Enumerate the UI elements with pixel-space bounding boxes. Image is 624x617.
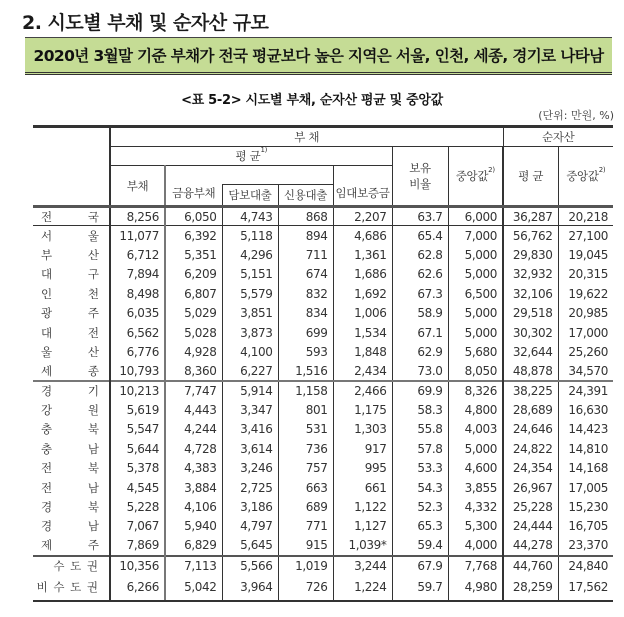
table-cell: 4,800	[448, 400, 503, 419]
region-label	[33, 497, 110, 516]
table-cell: 7,869	[110, 536, 165, 555]
table-cell: 20,218	[558, 207, 613, 226]
table-cell: 5,378	[110, 459, 165, 478]
table-cell: 4,244	[165, 420, 222, 439]
table-cell: 29,518	[503, 303, 558, 322]
table-cell: 6,000	[448, 207, 503, 226]
table-cell: 4,600	[448, 459, 503, 478]
region-label-part: 종	[87, 363, 99, 378]
table-cell: 32,932	[503, 265, 558, 284]
region-label	[33, 362, 110, 381]
table-cell: 917	[333, 439, 392, 458]
region-label-part: 북	[87, 461, 99, 476]
region-label-part: 북	[87, 500, 99, 515]
table-cell: 5,645	[222, 536, 278, 555]
table-cell: 4,383	[165, 459, 222, 478]
table-cell: 8,326	[448, 381, 503, 400]
table-cell: 16,705	[558, 517, 613, 536]
summary-label: 수 도 권	[33, 556, 110, 575]
table-cell: 38,225	[503, 381, 558, 400]
table-cell: 3,244	[333, 556, 392, 575]
summary-banner	[25, 37, 612, 75]
table-cell: 1,175	[333, 400, 392, 419]
table-cell: 15,230	[558, 497, 613, 516]
table-cell: 726	[278, 575, 333, 601]
table-cell: 663	[278, 478, 333, 497]
table-cell: 67.3	[392, 284, 448, 303]
table-cell: 44,760	[503, 556, 558, 575]
table-cell: 67.9	[392, 556, 448, 575]
table-cell: 757	[278, 459, 333, 478]
region-label-part: 경	[41, 500, 53, 515]
table-cell: 4,000	[448, 536, 503, 555]
region-label-part: 충	[41, 441, 53, 456]
section-title: 2. 시도별 부채 및 순자산 규모	[22, 12, 269, 34]
table-cell: 771	[278, 517, 333, 536]
table-cell: 24,646	[503, 420, 558, 439]
table-cell: 3,246	[222, 459, 278, 478]
table-cell: 2,434	[333, 362, 392, 381]
table-cell: 58.3	[392, 400, 448, 419]
header-financial-debt: 금융부채	[165, 185, 222, 207]
table-cell: 24,822	[503, 439, 558, 458]
table-cell: 6,266	[110, 575, 165, 601]
table-cell: 5,042	[165, 575, 222, 601]
table-cell: 7,067	[110, 517, 165, 536]
table-cell: 4,545	[110, 478, 165, 497]
table-cell: 2,466	[333, 381, 392, 400]
table-cell: 894	[278, 226, 333, 245]
region-label	[33, 459, 110, 478]
table-cell: 30,302	[503, 323, 558, 342]
region-label	[33, 284, 110, 303]
table-cell: 20,985	[558, 303, 613, 322]
table-cell: 3,964	[222, 575, 278, 601]
table-row	[33, 459, 613, 478]
region-label-part: 국	[87, 209, 99, 224]
table-cell: 593	[278, 342, 333, 361]
table-cell: 5,680	[448, 342, 503, 361]
summary-row	[33, 556, 613, 575]
table-cell: 5,000	[448, 323, 503, 342]
table-row	[33, 265, 613, 284]
region-label	[33, 478, 110, 497]
table-cell: 59.4	[392, 536, 448, 555]
table-cell: 4,332	[448, 497, 503, 516]
table-cell: 29,830	[503, 245, 558, 264]
region-label	[33, 517, 110, 536]
table-cell: 7,747	[165, 381, 222, 400]
table-cell: 10,793	[110, 362, 165, 381]
table-cell: 1,361	[333, 245, 392, 264]
region-label	[33, 439, 110, 458]
table-cell: 26,967	[503, 478, 558, 497]
table-cell: 8,050	[448, 362, 503, 381]
region-label-part: 충	[41, 422, 53, 437]
table-cell: 63.7	[392, 207, 448, 226]
region-label-part: 제	[41, 538, 53, 553]
table-cell: 67.1	[392, 323, 448, 342]
table-row	[33, 439, 613, 458]
table-cell: 69.9	[392, 381, 448, 400]
table-row	[33, 400, 613, 419]
debt-net-assets-table	[33, 125, 613, 602]
table-cell: 3,851	[222, 303, 278, 322]
table-cell: 1,848	[333, 342, 392, 361]
region-label	[33, 400, 110, 419]
table-cell: 5,940	[165, 517, 222, 536]
table-cell: 6,035	[110, 303, 165, 322]
table-cell: 3,884	[165, 478, 222, 497]
table-cell: 4,928	[165, 342, 222, 361]
table-cell: 6,776	[110, 342, 165, 361]
table-cell: 73.0	[392, 362, 448, 381]
table-cell: 52.3	[392, 497, 448, 516]
table-cell: 16,630	[558, 400, 613, 419]
region-label	[33, 265, 110, 284]
table-cell: 6,050	[165, 207, 222, 226]
summary-label: 비 수 도 권	[33, 575, 110, 601]
table-cell: 19,045	[558, 245, 613, 264]
table-cell: 24,444	[503, 517, 558, 536]
table-cell: 1,158	[278, 381, 333, 400]
table-cell: 65.3	[392, 517, 448, 536]
table-cell: 1,127	[333, 517, 392, 536]
table-cell: 62.8	[392, 245, 448, 264]
table-cell: 5,000	[448, 245, 503, 264]
table-cell: 24,391	[558, 381, 613, 400]
region-label-part: 대	[41, 325, 53, 340]
table-row	[33, 536, 613, 555]
table-cell: 3,416	[222, 420, 278, 439]
table-cell: 4,728	[165, 439, 222, 458]
table-cell: 17,000	[558, 323, 613, 342]
table-cell: 6,829	[165, 536, 222, 555]
table-cell: 17,005	[558, 478, 613, 497]
table-cell: 4,296	[222, 245, 278, 264]
header-debt-average-group: 평 균$^{1)}$	[110, 147, 392, 166]
table-cell: 5,118	[222, 226, 278, 245]
table-cell: 20,315	[558, 265, 613, 284]
table-cell: 1,692	[333, 284, 392, 303]
region-label-part: 울	[87, 228, 99, 243]
header-credit-loan: 신용대출	[278, 185, 333, 207]
table-cell: 28,689	[503, 400, 558, 419]
table-row	[33, 381, 613, 400]
table-cell: 531	[278, 420, 333, 439]
header-net-assets-average: 평 균	[503, 147, 558, 207]
table-cell: 661	[333, 478, 392, 497]
table-row	[33, 284, 613, 303]
table-cell: 6,712	[110, 245, 165, 264]
table-cell: 48,878	[503, 362, 558, 381]
table-cell: 8,360	[165, 362, 222, 381]
region-label-part: 경	[41, 384, 53, 399]
table-cell: 4,686	[333, 226, 392, 245]
region-label-part: 강	[41, 403, 53, 418]
table-row	[33, 323, 613, 342]
region-label	[33, 226, 110, 245]
table-cell: 8,498	[110, 284, 165, 303]
table-cell: 6,807	[165, 284, 222, 303]
table-row	[33, 245, 613, 264]
table-cell: 1,006	[333, 303, 392, 322]
header-net-assets-median: 중앙값$^{2)}$	[558, 147, 613, 207]
table-cell: 4,980	[448, 575, 503, 601]
region-label-part: 세	[41, 363, 53, 378]
region-label-part: 전	[41, 461, 53, 476]
banner-text: 2020년 3월말 기준 부채가 전국 평균보다 높은 지역은 서울, 인천, 세종, 경기로 나타남	[33, 47, 604, 65]
table-cell: 58.9	[392, 303, 448, 322]
table-cell: 5,619	[110, 400, 165, 419]
table-cell: 5,000	[448, 265, 503, 284]
table-row	[33, 517, 613, 536]
table-cell: 27,100	[558, 226, 613, 245]
table-cell: 25,228	[503, 497, 558, 516]
table-cell: 674	[278, 265, 333, 284]
region-label-part: 전	[41, 480, 53, 495]
table-cell: 5,151	[222, 265, 278, 284]
region-label	[33, 303, 110, 322]
region-label	[33, 323, 110, 342]
table-cell: 1,534	[333, 323, 392, 342]
table-cell: 5,914	[222, 381, 278, 400]
table-cell: 7,768	[448, 556, 503, 575]
table-cell: 5,028	[165, 323, 222, 342]
table-cell: 1,303	[333, 420, 392, 439]
table-cell: 53.3	[392, 459, 448, 478]
region-label-part: 원	[87, 403, 99, 418]
header-debt-group: 부 채	[110, 127, 503, 147]
table-cell: 44,278	[503, 536, 558, 555]
region-label-part: 전	[87, 325, 99, 340]
table-cell: 699	[278, 323, 333, 342]
region-label-part: 산	[87, 247, 99, 262]
table-cell: 3,873	[222, 323, 278, 342]
table-cell: 25,260	[558, 342, 613, 361]
region-label-part: 전	[41, 209, 53, 224]
table-cell: 65.4	[392, 226, 448, 245]
table-row	[33, 207, 613, 226]
header-holding-ratio: 보유 비율	[392, 147, 448, 207]
table-row	[33, 303, 613, 322]
region-label	[33, 536, 110, 555]
table-cell: 832	[278, 284, 333, 303]
table-cell: 2,207	[333, 207, 392, 226]
table-cell: 2,725	[222, 478, 278, 497]
region-label-part: 울	[41, 344, 53, 359]
header-lease-deposit: 임대보증금	[333, 185, 392, 207]
table-cell: 4,003	[448, 420, 503, 439]
table-row	[33, 342, 613, 361]
table-cell: 5,547	[110, 420, 165, 439]
region-label-part: 경	[41, 519, 53, 534]
table-cell: 1,516	[278, 362, 333, 381]
table-cell: 11,077	[110, 226, 165, 245]
table-cell: 24,354	[503, 459, 558, 478]
region-label-part: 구	[87, 267, 99, 282]
region-label-part: 남	[87, 519, 99, 534]
region-label-part: 대	[41, 267, 53, 282]
table-cell: 5,566	[222, 556, 278, 575]
table-cell: 736	[278, 439, 333, 458]
table-cell: 1,122	[333, 497, 392, 516]
table-cell: 801	[278, 400, 333, 419]
region-label-part: 주	[87, 306, 99, 321]
table-cell: 6,227	[222, 362, 278, 381]
region-label-part: 광	[41, 306, 53, 321]
table-cell: 1,686	[333, 265, 392, 284]
table-cell: 14,168	[558, 459, 613, 478]
table-caption: <표 5-2> 시도별 부채, 순자산 평균 및 중앙값	[181, 93, 443, 108]
table-row	[33, 478, 613, 497]
header-net-assets-group: 순자산	[503, 127, 613, 147]
table-cell: 36,287	[503, 207, 558, 226]
table-row	[33, 420, 613, 439]
table-cell: 28,259	[503, 575, 558, 601]
table-cell: 3,855	[448, 478, 503, 497]
header-debt-total: 부채	[110, 166, 165, 207]
table-cell: 54.3	[392, 478, 448, 497]
table-cell: 19,622	[558, 284, 613, 303]
table-cell: 5,000	[448, 303, 503, 322]
table-cell: 62.6	[392, 265, 448, 284]
table-cell: 689	[278, 497, 333, 516]
table-cell: 10,356	[110, 556, 165, 575]
table-cell: 32,644	[503, 342, 558, 361]
header-mortgage: 담보대출	[222, 185, 278, 207]
table-cell: 7,113	[165, 556, 222, 575]
table-cell: 4,797	[222, 517, 278, 536]
header-financial-debt-group	[165, 166, 333, 185]
table-cell: 1,224	[333, 575, 392, 601]
table-cell: 6,562	[110, 323, 165, 342]
table-cell: 8,256	[110, 207, 165, 226]
table-cell: 32,106	[503, 284, 558, 303]
table-cell: 868	[278, 207, 333, 226]
region-header-cell	[33, 127, 110, 207]
table-cell: 5,579	[222, 284, 278, 303]
region-label	[33, 245, 110, 264]
region-label-part: 부	[41, 247, 53, 262]
table-cell: 23,370	[558, 536, 613, 555]
table-cell: 5,351	[165, 245, 222, 264]
table-cell: 995	[333, 459, 392, 478]
table-cell: 7,000	[448, 226, 503, 245]
region-label-part: 서	[41, 228, 53, 243]
table-row	[33, 362, 613, 381]
table-cell: 834	[278, 303, 333, 322]
region-label-part: 북	[87, 422, 99, 437]
table-cell: 4,443	[165, 400, 222, 419]
header-debt-median: 중앙값$^{2)}$	[448, 147, 503, 207]
header-lease-spacer	[333, 166, 392, 185]
unit-note: (단위: 만원, %)	[538, 109, 614, 122]
table-cell: 1,019	[278, 556, 333, 575]
region-label-part: 남	[87, 480, 99, 495]
table-cell: 57.8	[392, 439, 448, 458]
table-cell: 5,000	[448, 439, 503, 458]
table-cell: 6,392	[165, 226, 222, 245]
table-cell: 14,810	[558, 439, 613, 458]
table-cell: 55.8	[392, 420, 448, 439]
region-label	[33, 420, 110, 439]
region-label-part: 주	[87, 538, 99, 553]
table-cell: 56,762	[503, 226, 558, 245]
table-cell: 7,894	[110, 265, 165, 284]
table-cell: 4,743	[222, 207, 278, 226]
table-cell: 5,644	[110, 439, 165, 458]
table-cell: 915	[278, 536, 333, 555]
table-cell: 4,106	[165, 497, 222, 516]
table-cell: 14,423	[558, 420, 613, 439]
table-cell: 59.7	[392, 575, 448, 601]
region-label	[33, 342, 110, 361]
table-cell: 17,562	[558, 575, 613, 601]
region-label	[33, 207, 110, 226]
table-cell: 24,840	[558, 556, 613, 575]
table-cell: 711	[278, 245, 333, 264]
table-cell: 62.9	[392, 342, 448, 361]
table-row	[33, 226, 613, 245]
table-cell: 3,614	[222, 439, 278, 458]
table-cell: 5,300	[448, 517, 503, 536]
region-label-part: 산	[87, 344, 99, 359]
table-cell: 1,039*	[333, 536, 392, 555]
region-label-part: 천	[87, 286, 99, 301]
table-cell: 5,228	[110, 497, 165, 516]
region-label-part: 남	[87, 441, 99, 456]
table-cell: 6,500	[448, 284, 503, 303]
table-cell: 4,100	[222, 342, 278, 361]
summary-row	[33, 575, 613, 601]
table-cell: 5,029	[165, 303, 222, 322]
table-row	[33, 497, 613, 516]
table-cell: 10,213	[110, 381, 165, 400]
region-label	[33, 381, 110, 400]
table-cell: 3,186	[222, 497, 278, 516]
table-cell: 6,209	[165, 265, 222, 284]
region-label-part: 기	[87, 384, 99, 399]
table-cell: 34,570	[558, 362, 613, 381]
table-cell: 3,347	[222, 400, 278, 419]
region-label-part: 인	[41, 286, 53, 301]
